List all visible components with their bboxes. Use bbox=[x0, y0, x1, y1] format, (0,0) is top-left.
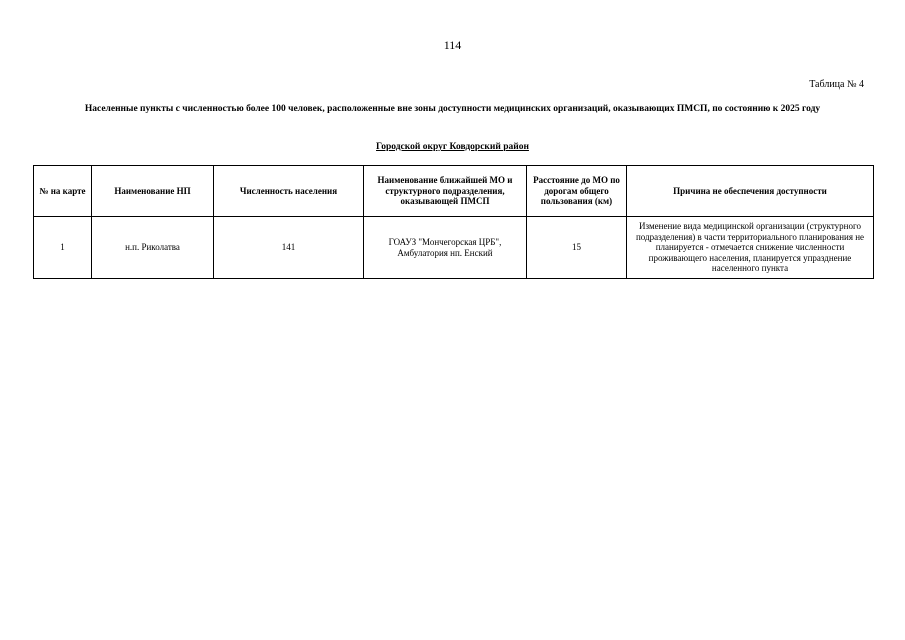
cell-map-number: 1 bbox=[34, 217, 92, 279]
settlements-table bbox=[33, 165, 874, 279]
cell-population: 141 bbox=[214, 217, 364, 279]
table-header-row bbox=[34, 166, 874, 217]
table-row bbox=[34, 217, 874, 279]
header-nearest-mo: Наименование ближайшей МО и структурного подразделения, оказывающей ПМСП bbox=[364, 166, 527, 217]
cell-nearest-mo: ГОАУЗ "Мончегорская ЦРБ", Амбулатория нп. Енский bbox=[364, 217, 527, 279]
document-title: Населенные пункты с численностью более 100 человек, расположенные вне зоны доступности медицинских организаций, оказывающих ПМСП, по состоянию к 2025 году bbox=[84, 104, 821, 114]
table-label: Таблица № 4 bbox=[809, 79, 864, 90]
header-distance: Расстояние до МО по дорогам общего пользования (км) bbox=[527, 166, 627, 217]
header-settlement-name: Наименование НП bbox=[92, 166, 214, 217]
document-subtitle: Городской округ Ковдорский район bbox=[376, 142, 529, 152]
header-population: Численность населения bbox=[214, 166, 364, 217]
page-number: 114 bbox=[443, 38, 462, 52]
header-map-number: № на карте bbox=[34, 166, 92, 217]
cell-settlement-name: н.п. Риколатва bbox=[92, 217, 214, 279]
header-reason: Причина не обеспечения доступности bbox=[627, 166, 874, 217]
cell-reason: Изменение вида медицинской организации (структурного подразделения) в части территориального планирования не планируется - отмечается снижение численности проживающего населения, планируется упразднение населенного пункта bbox=[627, 217, 874, 279]
cell-distance: 15 bbox=[527, 217, 627, 279]
